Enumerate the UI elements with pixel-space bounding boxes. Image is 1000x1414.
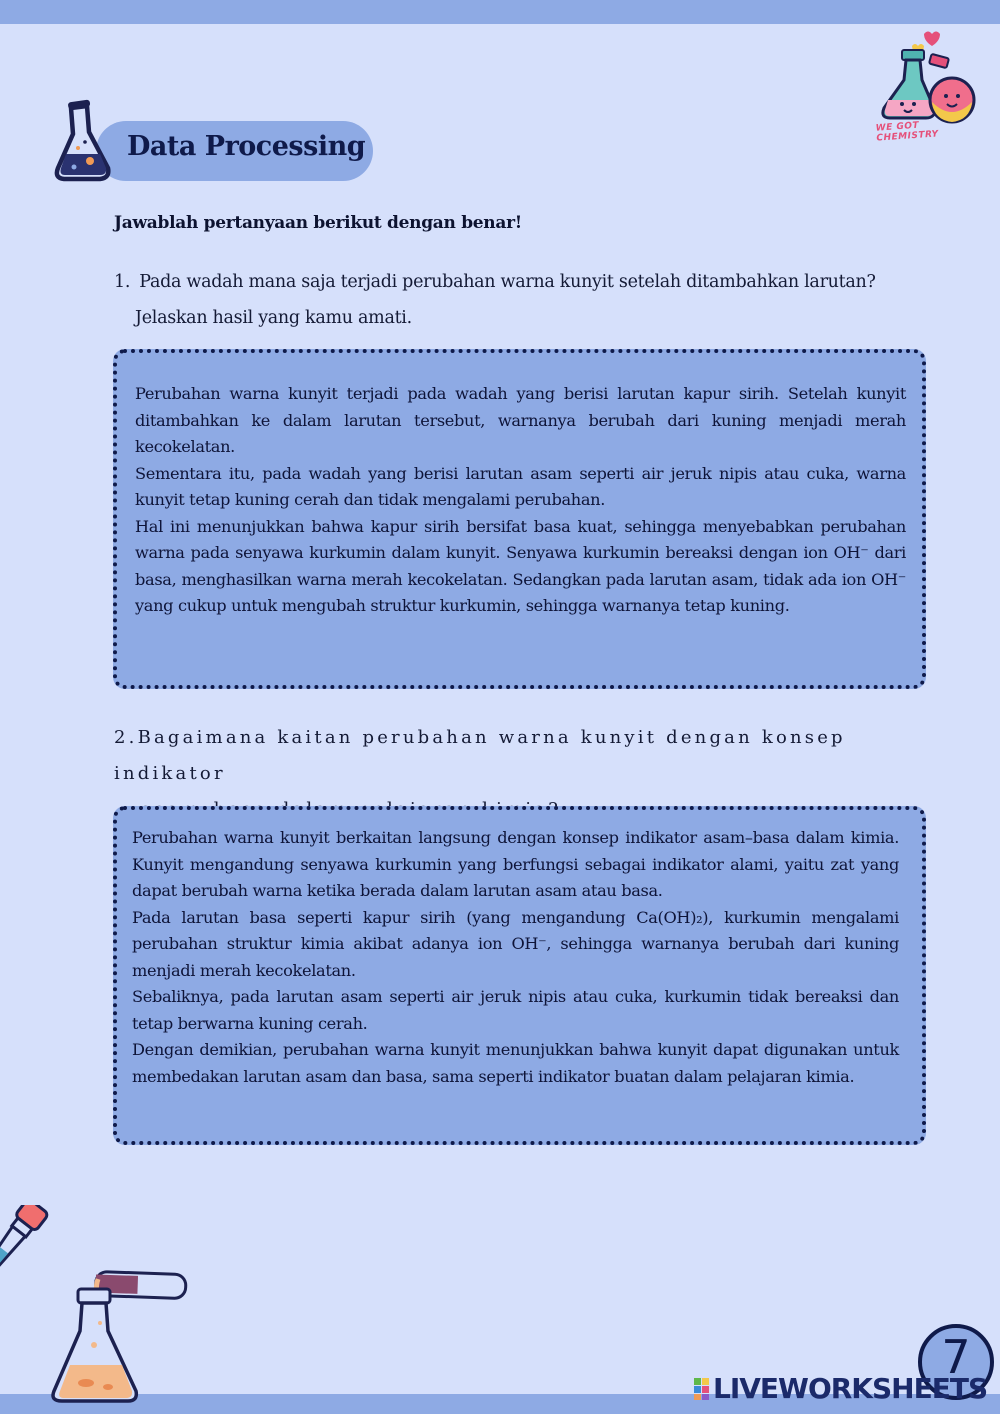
liveworksheets-watermark [693, 1372, 987, 1405]
answer-1-paragraph-3: Hal ini menunjukkan bahwa kapur sirih bersifat basa kuat, sehingga menyebabkan perubahan warna pada senyawa kurkumin dalam kunyit. Senyawa kurkumin bereaksi dengan ion OH⁻ dari basa, menghasilkan warna merah kecokelatan. Sedangkan pada larutan asam, tidak ada ion OH⁻ yang cukup untuk mengubah struktur kurkumin, sehingga warnanya tetap kuning. [135, 516, 906, 615]
answer-1-paragraph-1: Perubahan warna kunyit terjadi pada wadah yang berisi larutan kapur sirih. Setelah kunyit ditambahkan ke dalam larutan tersebut, warnanya berubah dari kuning menjadi merah kecokelatan. [135, 384, 906, 456]
answer-2-paragraph-2: Pada larutan basa seperti kapur sirih (yang mengandung Ca(OH)₂), kurkumin mengalami perubahan struktur kimia akibat adanya ion OH⁻, sehingga warnanya berubah dari kuning menjadi merah kecokelatan. [132, 907, 899, 980]
answer-1-paragraph-2: Sementara itu, pada wadah yang berisi larutan asam seperti air jeruk nipis atau cuka, warna kunyit tetap kuning cerah dan tidak mengalami perubahan. [135, 463, 906, 509]
logo-text: WE GOT CHEMISTRY [875, 120, 940, 144]
instruction-text: Jawablah pertanyaan berikut dengan benar! [114, 213, 522, 233]
page-title: Data Processing [127, 131, 366, 162]
answer-2-paragraph-4: Dengan demikian, perubahan warna kunyit menunjukkan bahwa kunyit dapat digunakan untuk membedakan larutan asam dan basa, sama seperti indikator buatan dalam pelajaran kimia. [132, 1040, 899, 1086]
watermark-text: LIVEWORKSHEETS [713, 1372, 988, 1405]
answer-2-paragraph-3: Sebaliknya, pada larutan asam seperti air jeruk nipis atau cuka, kurkumin tidak bereaksi dan tetap berwarna kuning cerah. [132, 987, 899, 1033]
lab-equipment-illustration [0, 1205, 200, 1405]
flask-icon [52, 98, 116, 182]
answer-1-box[interactable] [113, 349, 926, 689]
question-1-line1: Pada wadah mana saja terjadi perubahan warna kunyit setelah ditambahkan larutan? [139, 272, 876, 292]
top-band [0, 0, 1000, 24]
question-1 [114, 264, 914, 336]
question-2-number: 2. [114, 727, 138, 748]
question-1-line2: Jelaskan hasil yang kamu amati. [135, 308, 412, 328]
question-2-line1: Bagaimana kaitan perubahan warna kunyit dengan konsep indikator [114, 727, 846, 784]
page-number: 7 [941, 1330, 971, 1384]
answer-2-box[interactable] [113, 806, 926, 1145]
question-1-number: 1. [114, 272, 131, 292]
answer-2-paragraph-1: Perubahan warna kunyit berkaitan langsung dengan konsep indikator asam–basa dalam kimia. Kunyit mengandung senyawa kurkumin yang berfungsi sebagai indikator alami, yaitu zat yang dapat berubah warna ketika berada dalam larutan asam atau basa. [132, 828, 899, 900]
